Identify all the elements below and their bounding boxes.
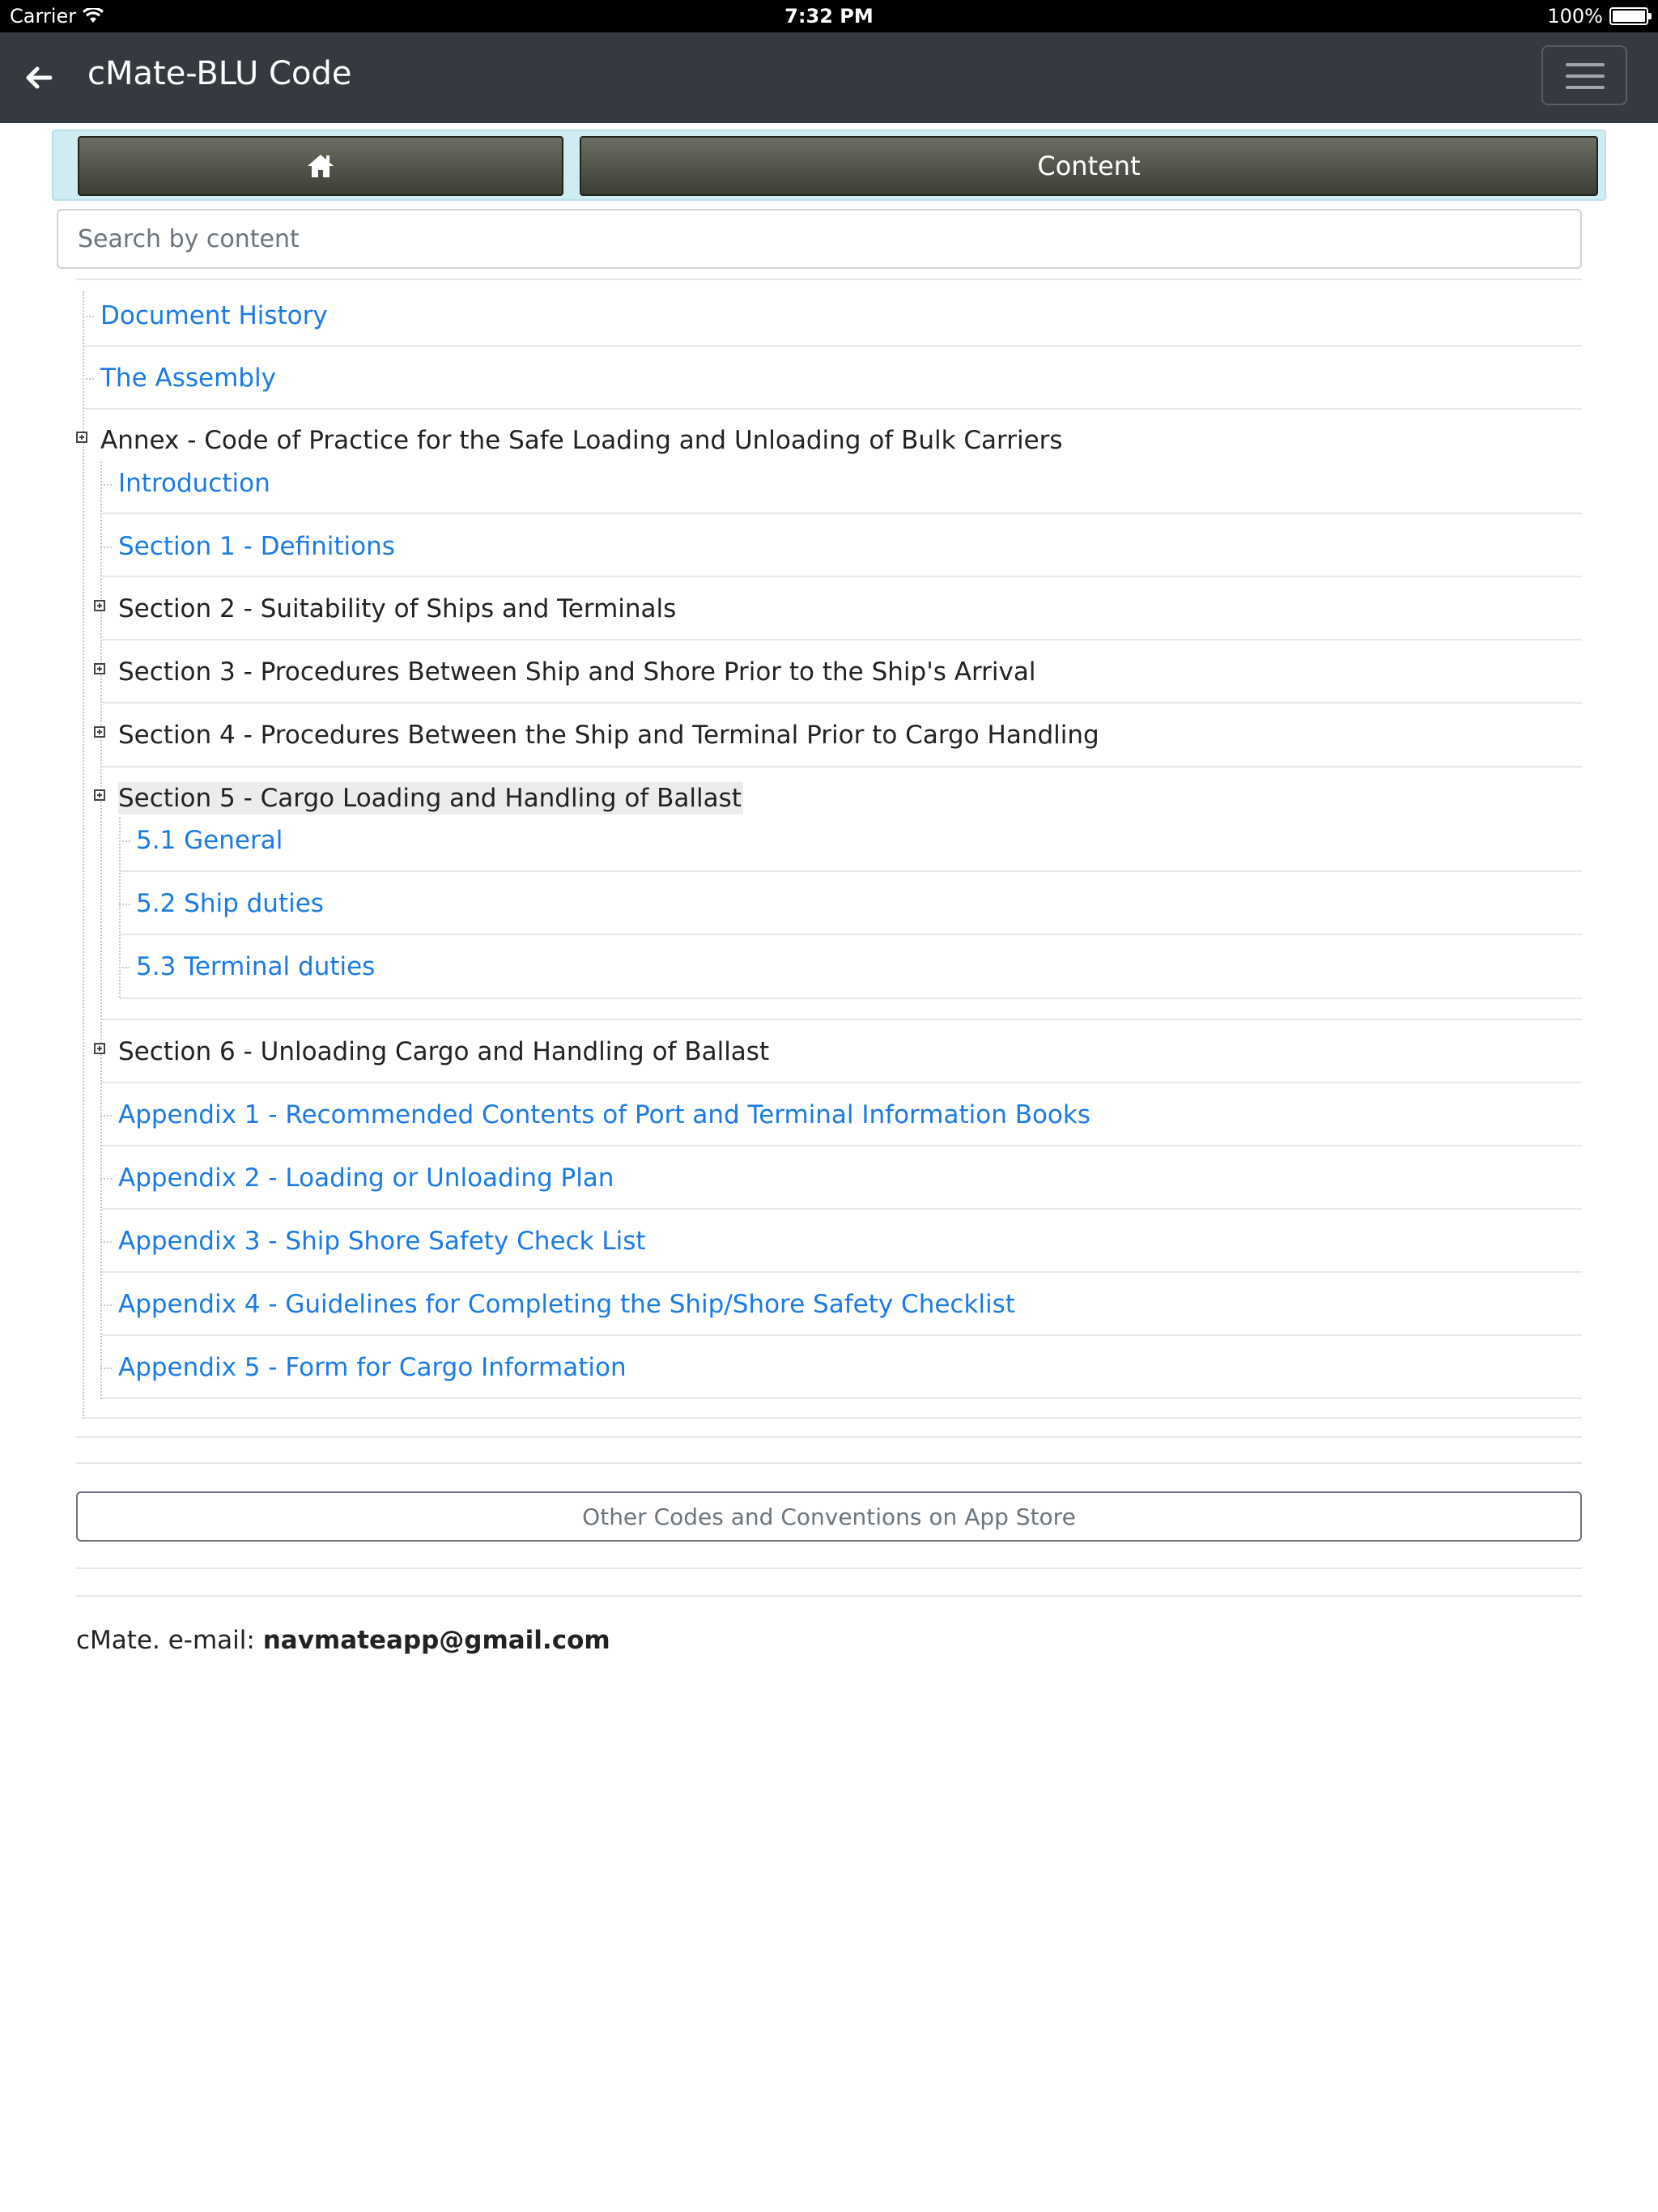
tree-link-appendix-5[interactable]: Appendix 5 - Form for Cargo Information [118,1353,627,1382]
divider [76,279,1582,280]
footer-prefix: cMate. e-mail: [76,1626,263,1655]
row-divider [102,766,1582,768]
back-arrow-icon[interactable] [23,62,55,94]
expand-plus-icon[interactable] [94,726,105,738]
tree-connector [100,1241,112,1243]
navbar [0,32,1658,123]
home-icon [306,153,335,179]
row-divider [120,998,1582,999]
row-divider [84,1417,1582,1419]
row-divider [102,1208,1582,1210]
expand-plus-icon[interactable] [94,1043,105,1054]
tree-link-section-1[interactable]: Section 1 - Definitions [118,532,395,561]
battery-icon [1609,7,1648,25]
tree-link-introduction[interactable]: Introduction [118,469,270,498]
divider [76,1595,1582,1597]
row-divider [102,1145,1582,1146]
menu-bar-icon [1566,74,1605,78]
expand-plus-icon[interactable] [94,789,105,801]
row-divider [102,513,1582,514]
row-divider [84,345,1582,347]
tree-connector [83,378,94,380]
footer [76,1626,610,1655]
tree-guide-line [83,291,84,1419]
tree-node-annex[interactable]: Annex - Code of Practice for the Safe Loading and Unloading of Bulk Carriers [100,426,1063,455]
app-store-button[interactable]: Other Codes and Conventions on App Store [76,1491,1582,1542]
battery-percent: 100% [1547,5,1603,28]
tree-link-5-3[interactable]: 5.3 Terminal duties [136,952,376,981]
tree-connector [83,316,94,317]
row-divider [102,1271,1582,1273]
tree-node-section-2[interactable]: Section 2 - Suitability of Ships and Terminals [118,594,677,623]
tree-connector [119,967,130,968]
row-divider [102,1334,1582,1336]
home-button[interactable] [78,136,563,196]
tree-connector [100,1115,112,1117]
tree-link-5-1[interactable]: 5.1 General [136,826,283,855]
expand-plus-icon[interactable] [76,432,87,443]
row-divider [120,870,1582,872]
row-divider [102,639,1582,640]
search-input[interactable] [57,209,1582,269]
tree-node-section-5[interactable]: Section 5 - Cargo Loading and Handling of Ballast [118,784,742,813]
row-divider [102,1397,1582,1399]
status-bar [0,0,1658,32]
status-time: 7:32 PM [784,5,874,28]
tree-link-document-history[interactable]: Document History [100,301,328,330]
expand-plus-icon[interactable] [94,600,105,611]
toolbar [52,130,1606,201]
tree-node-section-6[interactable]: Section 6 - Unloading Cargo and Handling of Ballast [118,1037,770,1066]
divider [76,1436,1582,1438]
row-divider [120,934,1582,935]
tree-connector [119,904,130,905]
row-divider [84,408,1582,410]
hamburger-menu-button[interactable] [1541,45,1627,105]
menu-bar-icon [1566,86,1605,89]
app-title: cMate-BLU Code [87,55,352,92]
tree-link-appendix-1[interactable]: Appendix 1 - Recommended Contents of Port and Terminal Information Books [118,1100,1090,1129]
tree-link-appendix-3[interactable]: Appendix 3 - Ship Shore Safety Check List [118,1227,646,1256]
tree-connector [100,1178,112,1180]
tree-link-appendix-2[interactable]: Appendix 2 - Loading or Unloading Plan [118,1163,614,1193]
tree-link-5-2[interactable]: 5.2 Ship duties [136,889,324,918]
divider [76,1568,1582,1569]
footer-email[interactable]: navmateapp@gmail.com [262,1626,610,1655]
row-divider [102,702,1582,704]
row-divider [102,576,1582,577]
row-divider [102,1082,1582,1083]
tree-connector [100,484,112,486]
battery-indicator [1547,5,1648,28]
tree-connector [100,1368,112,1369]
tree-link-the-assembly[interactable]: The Assembly [100,364,276,393]
tree-node-section-3[interactable]: Section 3 - Procedures Between Ship and Shore Prior to the Ship's Arrival [118,657,1036,687]
carrier-label: Carrier [10,5,77,28]
divider [76,1462,1582,1464]
tree-connector [100,1304,112,1306]
tree-link-appendix-4[interactable]: Appendix 4 - Guidelines for Completing the Ship/Shore Safety Checklist [118,1290,1015,1319]
tree-node-section-4[interactable]: Section 4 - Procedures Between the Ship and Terminal Prior to Cargo Handling [118,721,1099,750]
tree-guide-line [119,818,121,998]
content-button[interactable]: Content [580,136,1598,196]
menu-bar-icon [1566,63,1605,66]
tree-connector [100,547,112,548]
tree-connector [119,840,130,842]
row-divider [102,1019,1582,1020]
expand-plus-icon[interactable] [94,663,105,674]
